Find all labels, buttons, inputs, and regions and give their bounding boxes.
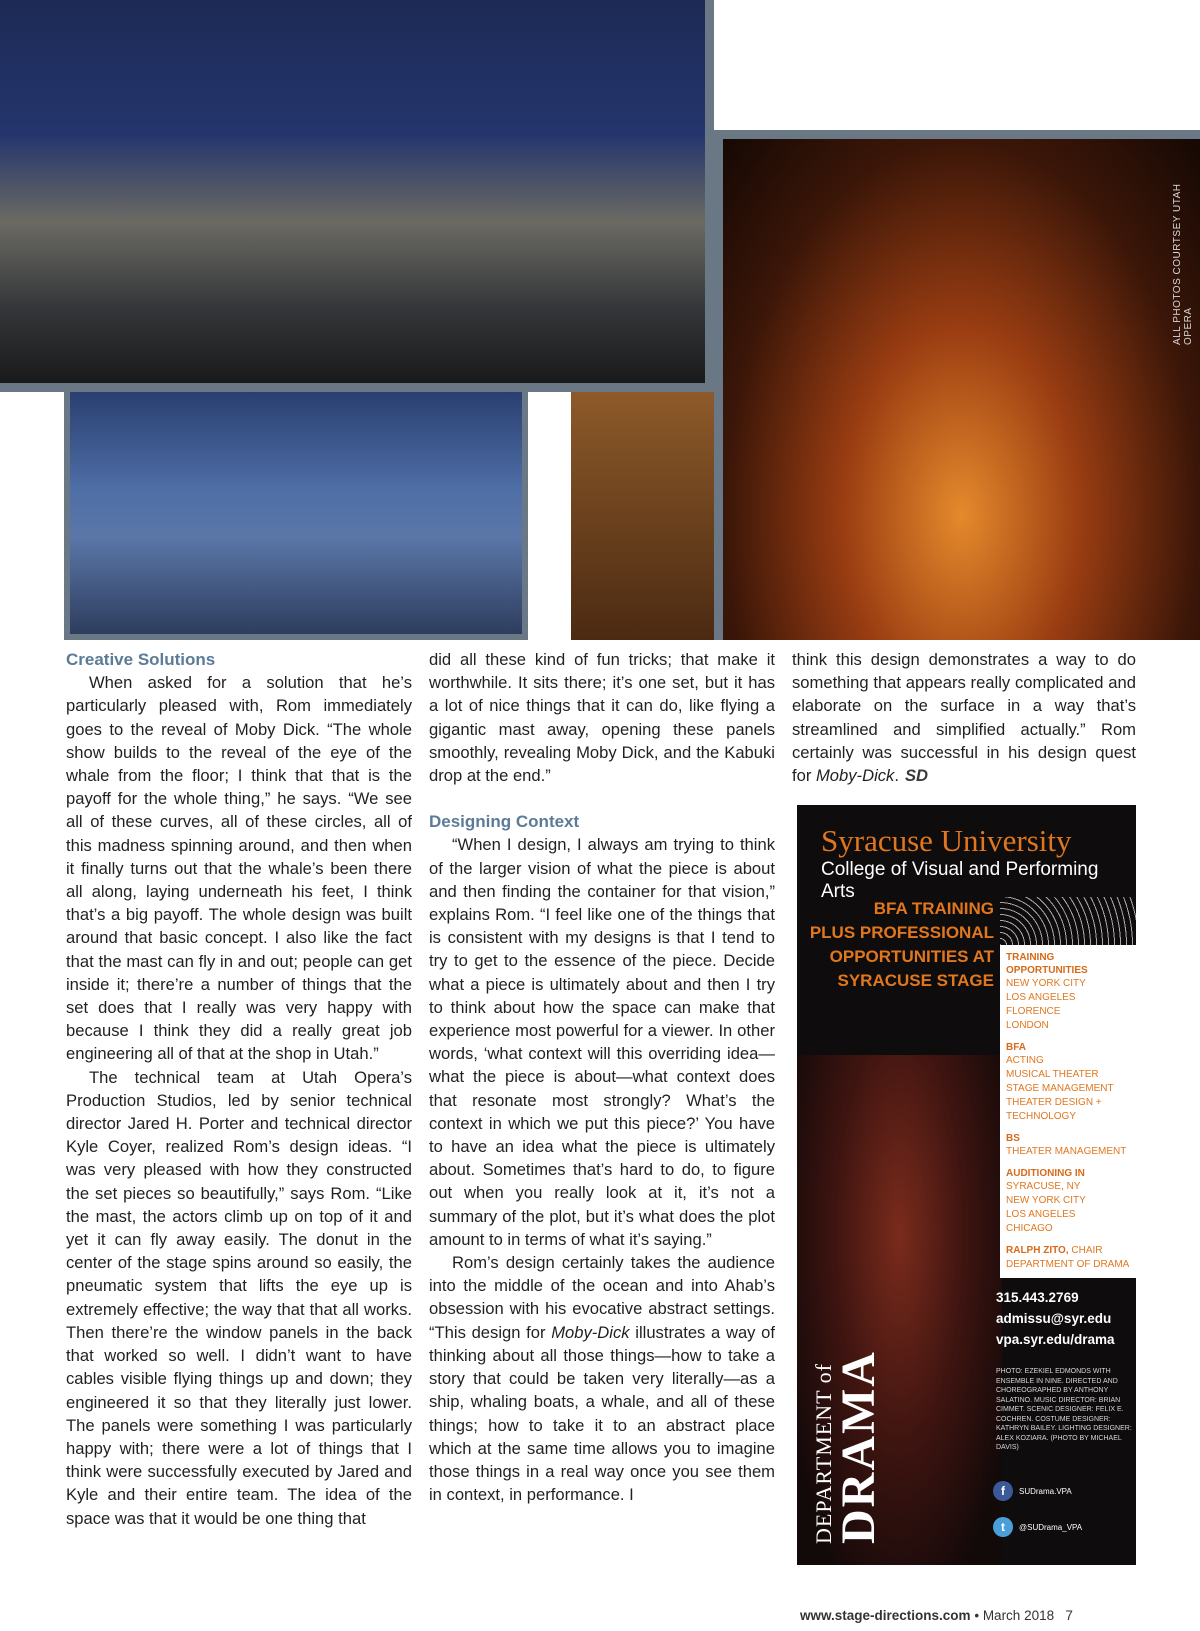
footer-url[interactable]: www.stage-directions.com bbox=[800, 1608, 971, 1623]
article-paragraph: “When I design, I always am trying to think of the larger vision of what the piece is about and then finding the container for that vision,” explains Rom. “I feel like one of the things that is consistent with my designs is that I tend to try to get to the essence of the piece. Decide what a piece is ultimately about and then I try to think about how the space can make that experience most powerful for a viewer. In other words, ‘what context will this overriding idea—what the piece is about—what context does that resonate most strongly? What’s the context in which we put this piece?’ You have to have an idea what the piece is ultimately about. Sometimes that’s hard to do, to figure out when you really look at it, it’s not a summary of the plot, but it’s what does the plot amount to in terms of what it’s saying.” bbox=[429, 835, 775, 1249]
info-label: BFA bbox=[1006, 1042, 1026, 1053]
moby-dick-stage-photo-boats bbox=[64, 392, 528, 640]
department-of-drama-logo: DEPARTMENT of DRAMA bbox=[811, 1350, 885, 1544]
facebook-icon: f bbox=[993, 1481, 1013, 1501]
page-footer: www.stage-directions.com • March 2018 7 bbox=[800, 1608, 1073, 1623]
section-heading: Designing Context bbox=[429, 812, 580, 832]
ad-contact-block bbox=[996, 1287, 1115, 1350]
ad-info-box: TRAINING OPPORTUNITIES NEW YORK CITY LOS ANGELES FLORENCE LONDON BFA ACTING MUSICAL THEATER STAGE MANAGEMENT THEATER DESIGN + TECHNOLOGY BS THEATER MANAGEMENT AUDITIONING IN SYRACUSE, NY NEW YORK CITY LOS ANGELES CHICAGO RALPH ZITO, CHAIR DEPARTMENT OF DRAMA bbox=[1000, 945, 1136, 1278]
ad-subtitle: College of Visual and Performing Arts bbox=[821, 859, 1099, 902]
article-paragraph: think this design demonstrates a way to do something that appears really complicated and elaborate on the surface in a way that’s streamlined and simplified actually.” Rom certainly was successful in his design quest for Moby-Dick. SD bbox=[792, 650, 1136, 786]
syracuse-advertisement bbox=[797, 805, 1136, 1565]
email-link[interactable]: admissu@syr.edu bbox=[996, 1311, 1112, 1326]
article-column-3 bbox=[792, 648, 1136, 787]
photo-credit: ALL PHOTOS COURTSEY UTAH OPERA bbox=[1172, 183, 1194, 345]
phone-number: 315.443.2769 bbox=[996, 1290, 1079, 1305]
ad-wave-pattern bbox=[1000, 897, 1136, 945]
end-mark: SD bbox=[904, 766, 929, 786]
article-column-1 bbox=[66, 648, 412, 1530]
section-heading: Creative Solutions bbox=[66, 650, 216, 669]
info-label: BS bbox=[1006, 1133, 1020, 1144]
article-paragraph: When asked for a solution that he’s particularly pleased with, Rom immediately goes to the reveal of Moby Dick. “The whole show builds to the reveal of the eye of the whale from the floor; I think that that is the payoff for the whole thing,” he says. “We see all of these curves, all of these circles, all of this madness spinning around, and then when it finally turns out that the whale’s been there all along, laying underneath his feet, I think that’s a big payoff. The whole design was built around that basic concept. I also like the fact that the mast can fly in and out; people can get inside it; there’re a number of things that the set does that I really was very happy with because I think they did a really great job engineering all of that at the shop in Utah.” bbox=[66, 673, 412, 1064]
twitter-icon: t bbox=[993, 1517, 1013, 1537]
facebook-link[interactable]: f SUDrama.VPA bbox=[993, 1481, 1072, 1501]
info-label: TRAINING OPPORTUNITIES bbox=[1006, 952, 1088, 976]
website-link[interactable]: vpa.syr.edu/drama bbox=[996, 1332, 1115, 1347]
footer-issue: March 2018 bbox=[982, 1608, 1055, 1623]
ad-bfa-headline: BFA TRAINING PLUS PROFESSIONAL OPPORTUNITIES AT SYRACUSE STAGE bbox=[809, 899, 994, 990]
moby-dick-stage-photo-orange-left bbox=[571, 392, 714, 640]
article-column-2 bbox=[429, 648, 775, 1506]
article-paragraph: did all these kind of fun tricks; that make it worthwhile. It sits there; it’s one set, but it has a lot of nice things that it can do, like flying a gigantic mast away, opening these panels smoothly, revealing Moby Dick, and the Kabuki drop at the end.” bbox=[429, 650, 775, 786]
ad-title: Syracuse University bbox=[821, 823, 1072, 858]
article-paragraph: The technical team at Utah Opera’s Production Studios, led by senior technical director Jared H. Porter and technical director Kyle Coyer, realized Rom’s design ideas. “I was very pleased with how they constructed the set pieces so beautifully,” says Rom. “Like the mast, the actors climb up on top of it and yet it can fly away easily. The donut in the center of the stage spins around so easily, the pneumatic system that lifts the eye up is extremely effective; the way that that all works. Then there’re the window panels in the back that worked so well. I didn’t want to have cables visible flying things up and down; they engineered it so that they literally just lower. The panels were something I was particularly happy with; there were a lot of things that I think were successfully executed by Jared and Kyle and their entire team. The idea of the space was that it would be one thing that bbox=[66, 1067, 412, 1528]
moby-dick-stage-photo-orange bbox=[714, 130, 1200, 640]
article-paragraph: Rom’s design certainly takes the audience into the middle of the ocean and into Ahab’s obsession with his evocative abstract settings. “This design for Moby-Dick illustrates a way of thinking about all those things—how to take a story that could be taken very literally—as a ship, whaling boats, a whale, and all of these things; how to take it to an abstract place which at the same time allows you to imagine those things in a real way once you see them in context, in performance. I bbox=[429, 1253, 775, 1505]
ad-photo-caption: PHOTO: EZEKIEL EDMONDS WITH ENSEMBLE IN NINE. DIRECTED AND CHOREOGRAPHED BY ANTHONY SALATINO. MUSIC DIRECTOR: BRIAN CIMMET. SCENIC DESIGNER: FELIX E. COCHREN. COSTUME DESIGNER: KATHRYN BAILEY. LIGHTING DESIGNER: ALEX KOZIARA. (PHOTO BY MICHAEL DAVIS) bbox=[996, 1368, 1132, 1451]
info-label: AUDITIONING IN bbox=[1006, 1168, 1085, 1179]
moby-dick-stage-photo-ensemble bbox=[0, 0, 714, 392]
twitter-link[interactable]: t @SUDrama_VPA bbox=[993, 1517, 1082, 1537]
page-number: 7 bbox=[1065, 1608, 1073, 1623]
